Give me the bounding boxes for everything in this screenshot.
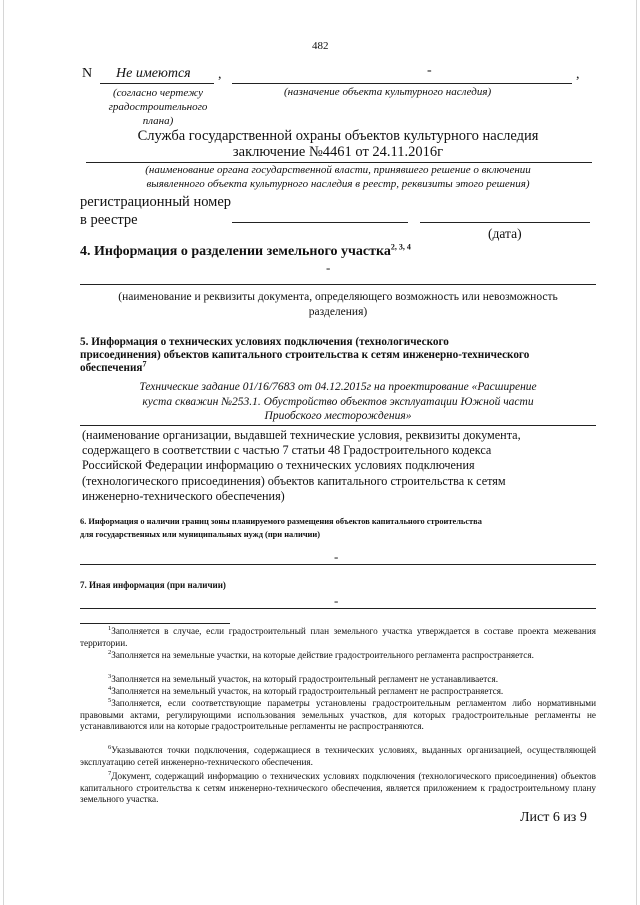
footnote-separator [80, 623, 230, 624]
footnote-2-num: 2 [108, 648, 112, 656]
footnote-1-text: Заполняется в случае, если градостроительный план земельного участка утверждается в составе проекта межевания территории. [80, 626, 596, 648]
footnote-6 [80, 745, 596, 768]
footnote-6-num: 6 [108, 743, 112, 751]
plan-number-value: Не имеются [116, 66, 191, 81]
footnote-7-num: 7 [108, 769, 112, 777]
scan-edge-right [636, 0, 637, 905]
footnote-3-num: 3 [108, 672, 112, 680]
footnote-4-num: 4 [108, 684, 112, 692]
footnote-2-text: Заполняется на земельные участки, на которые действие градостроительного регламента распространяется. [111, 650, 534, 660]
footnote-7-text: Документ, содержащий информацию о технических условиях подключения (технологического присоединения) объектов капитального строительства к сетям инженерно-технического обеспечения, является приложением к градостроительному плану земельного участка. [80, 771, 596, 805]
footnote-2 [80, 650, 596, 662]
section-4-caption: (наименование и реквизиты документа, определяющего возможность или невозможность разделения) [118, 291, 558, 318]
footnote-1 [80, 626, 596, 649]
reg-number-label: регистрационный номер в реестре [80, 194, 232, 228]
section-5-title-text: 5. Информация о технических условиях подключения (технологического присоединения) объектов капитального строительства к сетям инженерно-технического обеспечения [80, 336, 530, 374]
reg-number-underline [232, 222, 408, 223]
section-5-value: Технические задание 01/16/7683 от 04.12.2015г на проектирование «Расширение куста скважин №253.1. Обустройство объектов эксплуатации Южной части Приобского месторождения» [139, 381, 537, 422]
footnote-4-text: Заполняется на земельный участок, на который градостроительный регламент не распространяется. [111, 686, 504, 696]
authority-name: Служба государственной охраны объектов культурного наследия [137, 128, 539, 144]
heritage-name-underline [232, 83, 572, 84]
footnote-7 [80, 771, 596, 806]
footnote-5-num: 5 [108, 696, 112, 704]
section-5-underline [80, 425, 596, 426]
section-4-title-text: 4. Информация о разделении земельного участка [80, 244, 391, 259]
footnote-4 [80, 686, 596, 698]
section-4-title [80, 244, 411, 260]
conclusion-line: заключение №4461 от 24.11.2016г [232, 144, 444, 160]
footnote-3 [80, 674, 596, 686]
footnote-6-text: Указываются точки подключения, содержащиеся в технических условиях, выданных организацией, осуществляющей эксплуатацию сетей инженерно-технического обеспечения. [80, 745, 596, 767]
scan-edge-left [3, 0, 4, 905]
page-number: 482 [312, 40, 329, 52]
section-6-title: 6. Информация о наличии границ зоны планируемого размещения объектов капитального строительства для государственных или муниципальных нужд (при наличии) [80, 517, 482, 539]
section-5-caption: (наименование организации, выдавшей технические условия, реквизиты документа, содержащего в соответствии с частью 7 статьи 48 Градостроительного кодекса Российской Федерации информацию о технических условиях подключения (технологического присоединения) объектов капитального строительства к сетям инженерно-технического обеспечения) [82, 428, 521, 503]
footnote-5 [80, 698, 596, 733]
sheet-label: Лист 6 из 9 [520, 810, 587, 825]
section-4-value: - [326, 260, 331, 275]
section-7-underline [80, 608, 596, 609]
section-6-value: - [334, 549, 339, 564]
section-4-refs: 2, 3, 4 [390, 242, 411, 252]
plan-number-underline [100, 83, 214, 84]
plan-number-caption: (согласно чертежу градостроительного плана) [108, 87, 208, 127]
section-6-underline [80, 564, 596, 565]
heritage-name-comma: , [576, 67, 580, 82]
heritage-name-caption: (назначение объекта культурного наследия) [284, 86, 492, 98]
section-4-underline [80, 284, 596, 285]
reg-date-underline [420, 222, 590, 223]
footnote-5-text: Заполняется, если соответствующие параметры установлены градостроительным регламентом либо нормативными правовыми актами, регулирующими использования земельных участков, для которых градостроительные регламенты не устанавливаются или на которые градостроительные регламенты не распространяются. [80, 698, 596, 732]
section-5-title [80, 336, 596, 375]
plan-number-comma: , [218, 67, 222, 82]
section-5-ref: 7 [142, 359, 147, 369]
section-7-value: - [334, 593, 339, 608]
n-prefix: N [82, 66, 93, 81]
footnote-1-num: 1 [108, 624, 112, 632]
date-caption: (дата) [488, 226, 522, 241]
section-7-title: 7. Иная информация (при наличии) [80, 580, 226, 590]
authority-caption: (наименование органа государственной власти, принявшего решение о включении выявленного объекта культурного наследия в реестр, реквизиты этого решения) [145, 164, 531, 190]
heritage-name-value: - [427, 63, 432, 78]
footnote-3-text: Заполняется на земельный участок, на который градостроительный регламент не устанавливается. [111, 674, 498, 684]
